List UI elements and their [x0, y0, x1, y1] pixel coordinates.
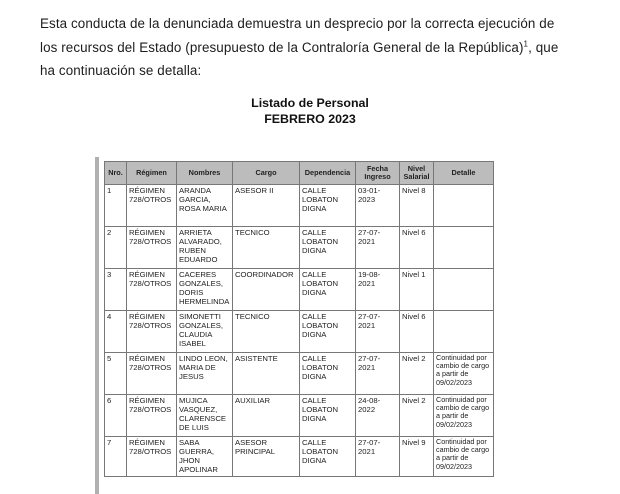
cell-nro: 3: [105, 269, 127, 311]
cell-cargo: ASESOR II: [233, 185, 300, 227]
cell-dependencia: CALLE LOBATON DIGNA: [300, 395, 356, 437]
paragraph-line-2: [40, 36, 584, 60]
cell-nro: 4: [105, 311, 127, 353]
paragraph-line-2-end: , que: [528, 39, 559, 55]
cell-nombres: CACERES GONZALES, DORIS HERMELINDA: [177, 269, 233, 311]
cell-nombres: SIMONETTI GONZALES, CLAUDIA ISABEL: [177, 311, 233, 353]
cell-fecha-ingreso: 19-08-2021: [356, 269, 400, 311]
table-row: [105, 269, 494, 311]
cell-nombres: ARANDA GARCIA, ROSA MARIA: [177, 185, 233, 227]
cell-fecha-ingreso: 27-07-2021: [356, 311, 400, 353]
cell-detalle: [434, 227, 494, 269]
personnel-table: [104, 161, 494, 477]
cell-cargo: ASESOR PRINCIPAL: [233, 437, 300, 477]
cell-nivel-salarial: Nivel 2: [400, 395, 434, 437]
header-dependencia: Dependencia: [300, 162, 356, 185]
paragraph-line-1: Esta conducta de la denunciada demuestra un desprecio por la correcta ejecución de: [40, 16, 555, 31]
cell-nombres: LINDO LEON, MARIA DE JESUS: [177, 353, 233, 395]
intro-paragraph: [40, 12, 584, 83]
cell-regimen: RÉGIMEN 728/OTROS: [127, 437, 177, 477]
cell-fecha-ingreso: 27-07-2021: [356, 353, 400, 395]
table-row: [105, 227, 494, 269]
table-header-row: [105, 162, 494, 185]
cell-nivel-salarial: Nivel 6: [400, 227, 434, 269]
cell-dependencia: CALLE LOBATON DIGNA: [300, 311, 356, 353]
cell-regimen: RÉGIMEN 728/OTROS: [127, 269, 177, 311]
cell-dependencia: CALLE LOBATON DIGNA: [300, 353, 356, 395]
table-row: [105, 395, 494, 437]
cell-nombres: MUJICA VASQUEZ, CLARENSCE DE LUIS: [177, 395, 233, 437]
table-row: [105, 311, 494, 353]
cell-fecha-ingreso: 27-07-2021: [356, 437, 400, 477]
cell-nivel-salarial: Nivel 1: [400, 269, 434, 311]
cell-nro: 1: [105, 185, 127, 227]
table-row: [105, 437, 494, 477]
cell-regimen: RÉGIMEN 728/OTROS: [127, 311, 177, 353]
footnote-marker: 1: [523, 39, 529, 49]
header-regimen: Régimen: [127, 162, 177, 185]
listing-subtitle: FEBRERO 2023: [264, 112, 356, 126]
cell-dependencia: CALLE LOBATON DIGNA: [300, 185, 356, 227]
cell-nombres: ARRIETA ALVARADO, RUBEN EDUARDO: [177, 227, 233, 269]
cell-cargo: TECNICO: [233, 227, 300, 269]
table-row: [105, 185, 494, 227]
cell-cargo: COORDINADOR: [233, 269, 300, 311]
cell-nro: 6: [105, 395, 127, 437]
paragraph-line-2-text: los recursos del Estado (presupuesto de la Contraloría General de la República): [40, 39, 524, 55]
cell-cargo: ASISTENTE: [233, 353, 300, 395]
cell-regimen: RÉGIMEN 728/OTROS: [127, 353, 177, 395]
cell-fecha-ingreso: 24-08-2022: [356, 395, 400, 437]
listing-title: Listado de Personal: [251, 96, 369, 110]
paragraph-line-3: ha continuación se detalla:: [40, 63, 202, 78]
header-fecha-ingreso: Fecha Ingreso: [356, 162, 400, 185]
header-cargo: Cargo: [233, 162, 300, 185]
table-row: [105, 353, 494, 395]
header-nivel-salarial: Nivel Salarial: [400, 162, 434, 185]
cell-dependencia: CALLE LOBATON DIGNA: [300, 437, 356, 477]
cell-nivel-salarial: Nivel 9: [400, 437, 434, 477]
cell-cargo: AUXILIAR: [233, 395, 300, 437]
cell-nivel-salarial: Nivel 6: [400, 311, 434, 353]
personnel-table-sheet: [95, 157, 495, 494]
cell-dependencia: CALLE LOBATON DIGNA: [300, 269, 356, 311]
cell-detalle: Continuidad por cambio de cargo a partir de 09/02/2023: [434, 395, 494, 437]
cell-nro: 2: [105, 227, 127, 269]
cell-detalle: Continuidad por cambio de cargo a partir de 09/02/2023: [434, 437, 494, 477]
cell-nivel-salarial: Nivel 8: [400, 185, 434, 227]
cell-nro: 7: [105, 437, 127, 477]
cell-cargo: TECNICO: [233, 311, 300, 353]
cell-detalle: [434, 311, 494, 353]
cell-fecha-ingreso: 27-07-2021: [356, 227, 400, 269]
cell-regimen: RÉGIMEN 728/OTROS: [127, 185, 177, 227]
cell-nombres: SABA GUERRA, JHON APOLINAR: [177, 437, 233, 477]
cell-regimen: RÉGIMEN 728/OTROS: [127, 395, 177, 437]
cell-regimen: RÉGIMEN 728/OTROS: [127, 227, 177, 269]
cell-detalle: [434, 185, 494, 227]
cell-detalle: [434, 269, 494, 311]
cell-detalle: Continuidad por cambio de cargo a partir de 09/02/2023: [434, 353, 494, 395]
cell-dependencia: CALLE LOBATON DIGNA: [300, 227, 356, 269]
cell-nivel-salarial: Nivel 2: [400, 353, 434, 395]
header-nro: Nro.: [105, 162, 127, 185]
header-nombres: Nombres: [177, 162, 233, 185]
cell-fecha-ingreso: 03-01-2023: [356, 185, 400, 227]
cell-nro: 5: [105, 353, 127, 395]
header-detalle: Detalle: [434, 162, 494, 185]
